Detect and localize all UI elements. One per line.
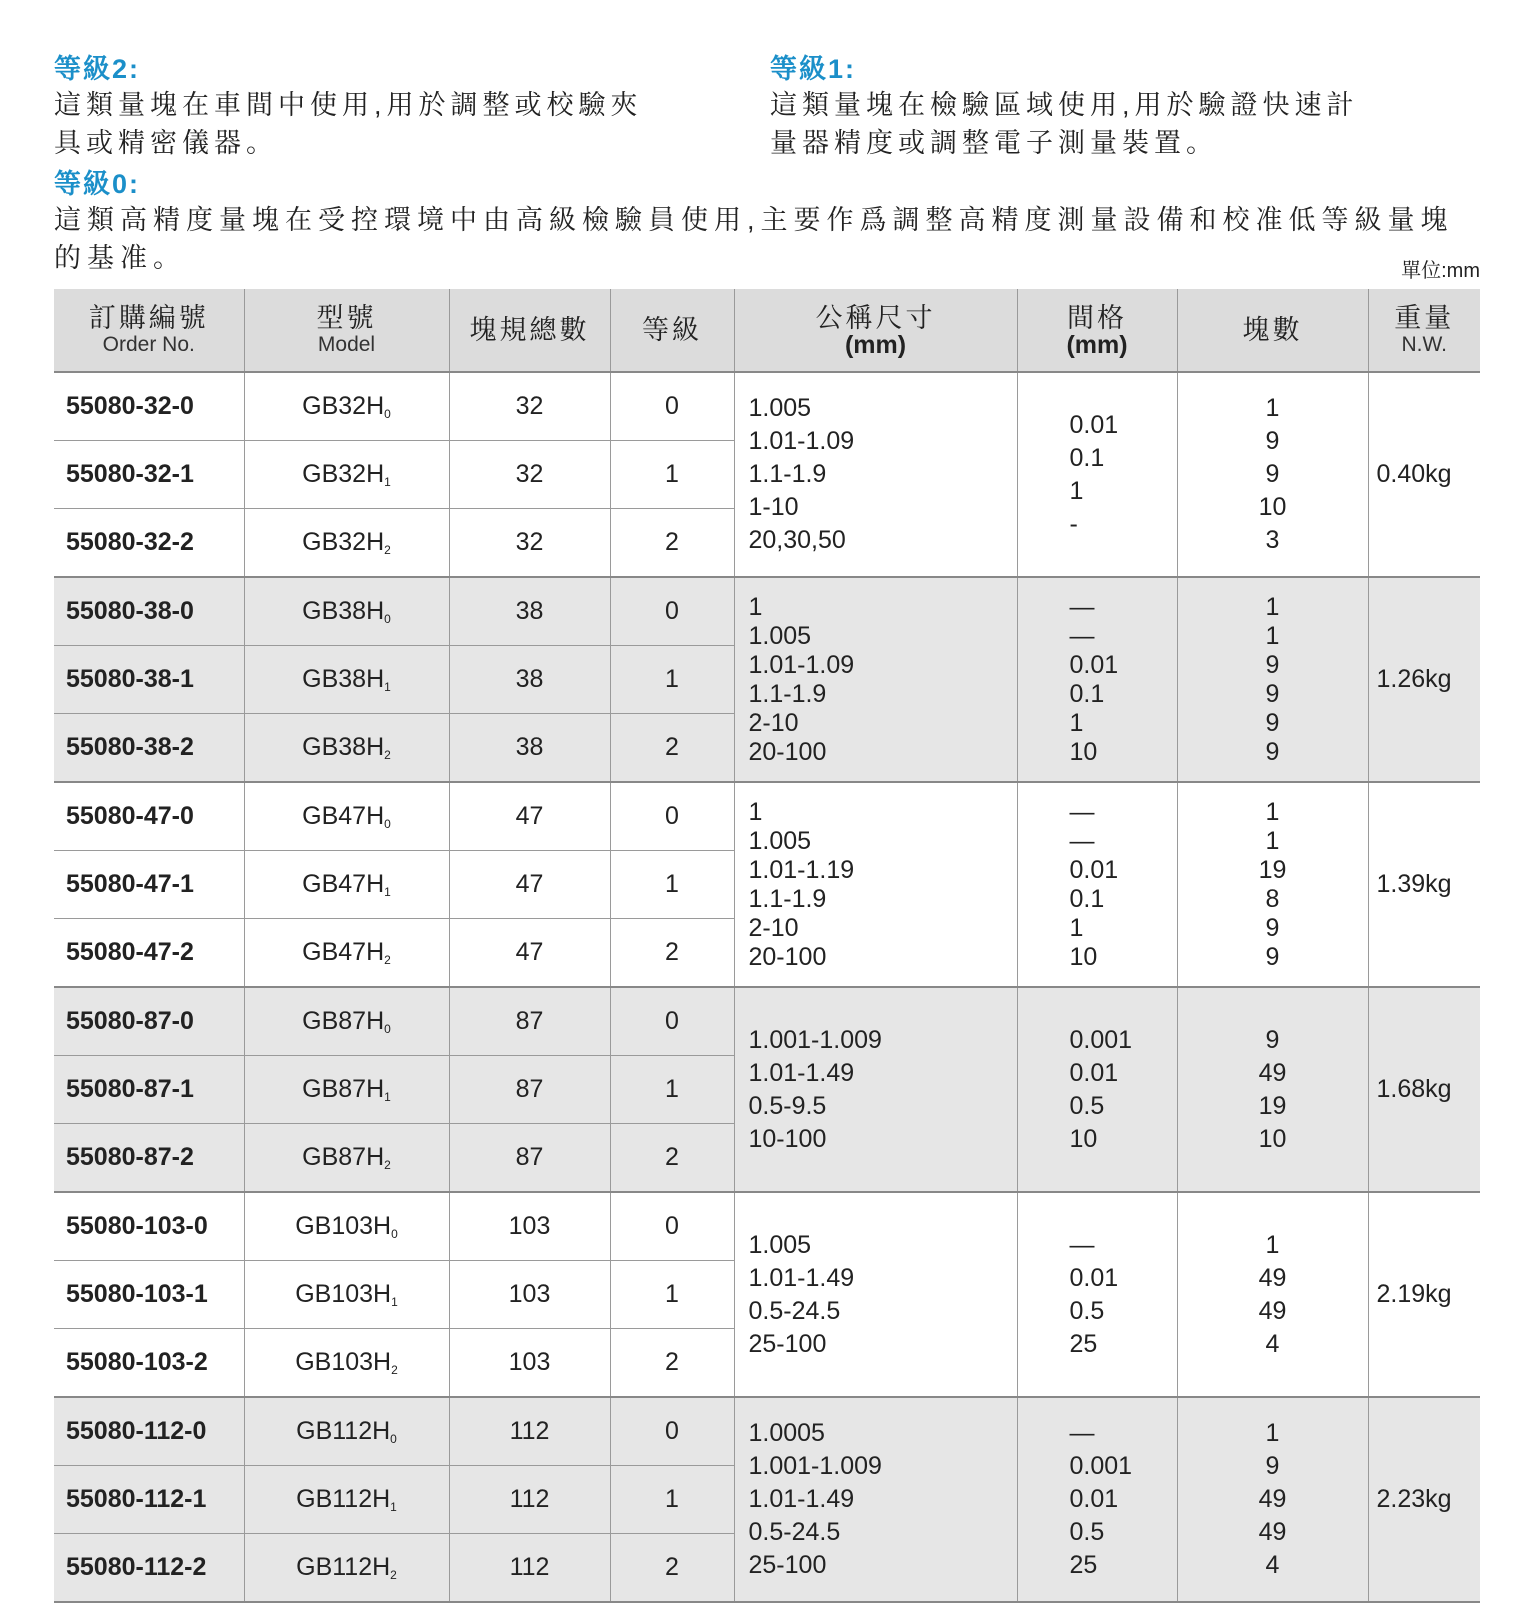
model-grade-subscript: 1 bbox=[384, 680, 391, 694]
model-name: GB112H bbox=[296, 1553, 391, 1581]
block-count-cell-line: 9 bbox=[1265, 427, 1280, 455]
header-row bbox=[54, 289, 1480, 372]
table-group bbox=[54, 987, 1480, 1192]
nominal-size-cell-line: 1.01-1.49 bbox=[748, 1058, 855, 1087]
step-cell-line: 0.1 bbox=[1069, 884, 1105, 913]
model-cell bbox=[244, 1056, 449, 1124]
step-cell-line: 10 bbox=[1069, 737, 1098, 766]
grade-0-line-2: 的基准。 bbox=[54, 243, 186, 273]
model-grade-subscript: 2 bbox=[384, 953, 391, 967]
nominal-size-cell bbox=[734, 577, 1017, 782]
step-cell-line: — bbox=[1069, 621, 1095, 650]
block-count-cell-line: 1 bbox=[1265, 592, 1280, 621]
step-cell bbox=[1017, 782, 1177, 987]
order-number-cell: 55080-32-0 bbox=[54, 372, 244, 441]
total-blocks-cell: 32 bbox=[449, 509, 610, 578]
order-number-cell: 55080-47-1 bbox=[54, 851, 244, 919]
step-cell-line: 0.5 bbox=[1069, 1518, 1105, 1546]
grade-cell: 0 bbox=[610, 987, 734, 1056]
grade-cell: 2 bbox=[610, 1534, 734, 1603]
nominal-size-cell-line: 25-100 bbox=[748, 1329, 827, 1358]
block-count-cell-line: 1 bbox=[1265, 394, 1280, 422]
step-cell-line: 25 bbox=[1069, 1551, 1098, 1579]
order-number-cell: 55080-38-2 bbox=[54, 714, 244, 783]
model-grade-subscript: 2 bbox=[384, 748, 391, 762]
model-grade-subscript: 0 bbox=[384, 407, 391, 421]
header-nominal bbox=[734, 289, 1017, 372]
model-name: GB32H bbox=[302, 392, 385, 420]
block-count-cell-line: 1 bbox=[1265, 826, 1280, 855]
order-number-cell: 55080-112-0 bbox=[54, 1397, 244, 1466]
order-number-cell: 55080-87-1 bbox=[54, 1056, 244, 1124]
grade-cell: 2 bbox=[610, 1329, 734, 1398]
block-count-cell-line: 9 bbox=[1265, 1452, 1280, 1480]
step-cell-line: 0.5 bbox=[1069, 1296, 1105, 1325]
block-count-cell-line: 1 bbox=[1265, 1419, 1280, 1447]
nominal-size-cell bbox=[734, 1192, 1017, 1397]
header-model-en: Model bbox=[317, 333, 376, 356]
table-row bbox=[54, 1397, 1480, 1466]
nominal-size-cell-line: 1 bbox=[748, 797, 763, 826]
total-blocks-cell: 112 bbox=[449, 1534, 610, 1603]
order-number-cell: 55080-103-0 bbox=[54, 1192, 244, 1261]
header-nominal-unit: (mm) bbox=[844, 331, 907, 359]
total-blocks-cell: 32 bbox=[449, 441, 610, 509]
gauge-block-table bbox=[54, 289, 1480, 1603]
order-number-cell: 55080-38-0 bbox=[54, 577, 244, 646]
step-cell-line: 0.01 bbox=[1069, 855, 1119, 884]
block-count-cell-line: 49 bbox=[1258, 1058, 1287, 1087]
grade-2-section bbox=[54, 52, 694, 162]
step-cell-line: 10 bbox=[1069, 1124, 1098, 1153]
nominal-size-cell-line: 20-100 bbox=[748, 737, 827, 766]
block-count-cell-line: 49 bbox=[1258, 1485, 1287, 1513]
step-cell bbox=[1017, 987, 1177, 1192]
header-model bbox=[244, 289, 449, 372]
block-count-cell bbox=[1177, 1192, 1368, 1397]
nominal-size-cell-line: 1.1-1.9 bbox=[748, 884, 827, 913]
model-name: GB32H bbox=[302, 460, 385, 488]
step-cell-line: 0.001 bbox=[1069, 1025, 1133, 1054]
step-cell-line: — bbox=[1069, 826, 1095, 855]
weight-cell: 1.39kg bbox=[1368, 782, 1480, 987]
weight-cell: 1.68kg bbox=[1368, 987, 1480, 1192]
nominal-size-cell-line: 1.01-1.09 bbox=[748, 427, 855, 455]
block-count-cell bbox=[1177, 1397, 1368, 1602]
step-cell-line: 0.01 bbox=[1069, 1485, 1119, 1513]
grade-cell: 0 bbox=[610, 577, 734, 646]
total-blocks-cell: 87 bbox=[449, 1124, 610, 1193]
nominal-size-cell-line: 1.1-1.9 bbox=[748, 679, 827, 708]
grade-cell: 0 bbox=[610, 1397, 734, 1466]
block-count-cell-line: 1 bbox=[1265, 1230, 1280, 1259]
header-step bbox=[1017, 289, 1177, 372]
model-name: GB38H bbox=[302, 597, 385, 625]
header-weight-en: N.W. bbox=[1401, 333, 1447, 356]
model-name: GB87H bbox=[302, 1143, 385, 1171]
step-cell-line: 25 bbox=[1069, 1329, 1098, 1358]
total-blocks-cell: 47 bbox=[449, 919, 610, 988]
header-weight bbox=[1368, 289, 1480, 372]
step-cell-line: 0.01 bbox=[1069, 650, 1119, 679]
block-count-cell-line: 9 bbox=[1265, 1025, 1280, 1054]
model-grade-subscript: 1 bbox=[384, 885, 391, 899]
step-cell-line: 1 bbox=[1069, 476, 1084, 505]
model-cell bbox=[244, 1192, 449, 1261]
model-name: GB47H bbox=[302, 802, 385, 830]
table-row bbox=[54, 1192, 1480, 1261]
header-weight-zh: 重量 bbox=[1394, 303, 1455, 333]
table-group bbox=[54, 782, 1480, 987]
order-number-cell: 55080-47-0 bbox=[54, 782, 244, 851]
order-number-cell: 55080-87-2 bbox=[54, 1124, 244, 1193]
header-order-zh: 訂購編號 bbox=[88, 303, 209, 333]
header-blocks bbox=[1177, 289, 1368, 372]
grade-0-section bbox=[54, 167, 1484, 277]
block-count-cell-line: 9 bbox=[1265, 737, 1280, 766]
model-name: GB103H bbox=[295, 1212, 392, 1240]
model-cell bbox=[244, 987, 449, 1056]
block-count-cell-line: 9 bbox=[1265, 679, 1280, 708]
nominal-size-cell-line: 0.5-24.5 bbox=[748, 1296, 841, 1325]
block-count-cell bbox=[1177, 987, 1368, 1192]
block-count-cell-line: 49 bbox=[1258, 1263, 1287, 1292]
table-row bbox=[54, 987, 1480, 1056]
total-blocks-cell: 103 bbox=[449, 1261, 610, 1329]
order-number-cell: 55080-87-0 bbox=[54, 987, 244, 1056]
weight-cell: 2.23kg bbox=[1368, 1397, 1480, 1602]
header-step-zh: 間格 bbox=[1067, 303, 1127, 333]
header-total bbox=[449, 289, 610, 372]
grade-cell: 0 bbox=[610, 1192, 734, 1261]
block-count-cell-line: 4 bbox=[1265, 1329, 1280, 1358]
nominal-size-cell-line: 20,30,50 bbox=[748, 526, 846, 554]
block-count-cell-line: 3 bbox=[1265, 526, 1280, 554]
header-nominal-zh: 公稱尺寸 bbox=[815, 303, 936, 333]
block-count-cell bbox=[1177, 577, 1368, 782]
total-blocks-cell: 32 bbox=[449, 372, 610, 441]
model-name: GB112H bbox=[296, 1417, 391, 1445]
total-blocks-cell: 103 bbox=[449, 1329, 610, 1398]
model-grade-subscript: 0 bbox=[390, 1432, 397, 1446]
weight-cell: 0.40kg bbox=[1368, 372, 1480, 577]
total-blocks-cell: 47 bbox=[449, 782, 610, 851]
step-cell-line: 0.01 bbox=[1069, 410, 1119, 439]
table-group bbox=[54, 1397, 1480, 1602]
block-count-cell-line: 9 bbox=[1265, 650, 1280, 679]
grade-0-description bbox=[54, 201, 1484, 277]
header-grade bbox=[610, 289, 734, 372]
block-count-cell-line: 49 bbox=[1258, 1296, 1287, 1325]
model-cell bbox=[244, 646, 449, 714]
grade-2-line-2: 具或精密儀器。 bbox=[54, 128, 278, 158]
step-cell-line: 0.5 bbox=[1069, 1091, 1105, 1120]
model-cell bbox=[244, 714, 449, 783]
step-cell-line: 1 bbox=[1069, 913, 1084, 942]
grade-cell: 1 bbox=[610, 441, 734, 509]
grade-2-description bbox=[54, 86, 694, 162]
grade-cell: 1 bbox=[610, 851, 734, 919]
block-count-cell-line: 49 bbox=[1258, 1518, 1287, 1546]
total-blocks-cell: 38 bbox=[449, 646, 610, 714]
model-cell bbox=[244, 1397, 449, 1466]
model-grade-subscript: 1 bbox=[390, 1500, 397, 1514]
grade-1-line-1: 這類量塊在檢驗區域使用,用於驗證快速計 bbox=[770, 90, 1359, 120]
total-blocks-cell: 112 bbox=[449, 1466, 610, 1534]
model-grade-subscript: 0 bbox=[384, 817, 391, 831]
nominal-size-cell-line: 2-10 bbox=[748, 708, 799, 737]
grade-2-title: 等級2: bbox=[54, 54, 141, 84]
nominal-size-cell bbox=[734, 987, 1017, 1192]
model-cell bbox=[244, 1261, 449, 1329]
step-cell bbox=[1017, 577, 1177, 782]
step-cell-line: 0.001 bbox=[1069, 1452, 1133, 1480]
model-name: GB87H bbox=[302, 1007, 385, 1035]
step-cell-line: 0.01 bbox=[1069, 1058, 1119, 1087]
model-cell bbox=[244, 782, 449, 851]
header-model-zh: 型號 bbox=[316, 303, 377, 333]
total-blocks-cell: 112 bbox=[449, 1397, 610, 1466]
order-number-cell: 55080-32-2 bbox=[54, 509, 244, 578]
nominal-size-cell-line: 1.1-1.9 bbox=[748, 460, 827, 488]
grade-0-title: 等級0: bbox=[54, 169, 141, 199]
block-count-cell bbox=[1177, 782, 1368, 987]
header-blocks-zh: 塊數 bbox=[1242, 315, 1303, 345]
step-cell bbox=[1017, 372, 1177, 577]
header-grade-zh: 等級 bbox=[642, 315, 702, 345]
nominal-size-cell-line: 20-100 bbox=[748, 942, 827, 971]
model-name: GB47H bbox=[302, 938, 385, 966]
total-blocks-cell: 38 bbox=[449, 577, 610, 646]
nominal-size-cell-line: 25-100 bbox=[748, 1551, 827, 1579]
model-name: GB32H bbox=[302, 528, 385, 556]
model-grade-subscript: 2 bbox=[391, 1363, 398, 1377]
grade-cell: 2 bbox=[610, 919, 734, 988]
grade-1-section bbox=[770, 52, 1430, 162]
model-cell bbox=[244, 577, 449, 646]
nominal-size-cell-line: 1.005 bbox=[748, 1230, 812, 1259]
grade-cell: 0 bbox=[610, 372, 734, 441]
step-cell-line: — bbox=[1069, 1419, 1095, 1447]
block-count-cell-line: 10 bbox=[1258, 1124, 1287, 1153]
model-cell bbox=[244, 509, 449, 578]
nominal-size-cell bbox=[734, 782, 1017, 987]
step-cell-line: 0.01 bbox=[1069, 1263, 1119, 1292]
order-number-cell: 55080-103-1 bbox=[54, 1261, 244, 1329]
step-cell-line: 10 bbox=[1069, 942, 1098, 971]
model-cell bbox=[244, 372, 449, 441]
model-name: GB38H bbox=[302, 733, 385, 761]
model-name: GB47H bbox=[302, 870, 385, 898]
block-count-cell-line: 9 bbox=[1265, 942, 1280, 971]
step-cell-line: — bbox=[1069, 797, 1095, 826]
nominal-size-cell-line: 1.005 bbox=[748, 394, 812, 422]
grade-cell: 1 bbox=[610, 646, 734, 714]
grade-cell: 1 bbox=[610, 1056, 734, 1124]
model-cell bbox=[244, 1124, 449, 1193]
total-blocks-cell: 47 bbox=[449, 851, 610, 919]
block-count-cell-line: 9 bbox=[1265, 708, 1280, 737]
nominal-size-cell-line: 1 bbox=[748, 592, 763, 621]
order-number-cell: 55080-38-1 bbox=[54, 646, 244, 714]
model-grade-subscript: 1 bbox=[384, 1090, 391, 1104]
weight-cell: 1.26kg bbox=[1368, 577, 1480, 782]
model-grade-subscript: 2 bbox=[384, 1158, 391, 1172]
model-name: GB87H bbox=[302, 1075, 385, 1103]
nominal-size-cell-line: 1.01-1.49 bbox=[748, 1485, 855, 1513]
grade-cell: 2 bbox=[610, 509, 734, 578]
step-cell bbox=[1017, 1192, 1177, 1397]
model-cell bbox=[244, 1466, 449, 1534]
table-row bbox=[54, 372, 1480, 441]
step-cell-line: 0.1 bbox=[1069, 679, 1105, 708]
block-count-cell-line: 9 bbox=[1265, 460, 1280, 488]
model-grade-subscript: 2 bbox=[384, 543, 391, 557]
grade-0-line-1: 這類高精度量塊在受控環境中由高級檢驗員使用,主要作爲調整高精度測量設備和校准低等級量塊 bbox=[54, 205, 1454, 235]
total-blocks-cell: 87 bbox=[449, 1056, 610, 1124]
nominal-size-cell-line: 1.0005 bbox=[748, 1419, 825, 1447]
nominal-size-cell-line: 0.5-9.5 bbox=[748, 1091, 827, 1120]
nominal-size-cell-line: 1.005 bbox=[748, 621, 812, 650]
grade-cell: 2 bbox=[610, 714, 734, 783]
order-number-cell: 55080-112-2 bbox=[54, 1534, 244, 1603]
block-count-cell bbox=[1177, 372, 1368, 577]
nominal-size-cell-line: 1.01-1.09 bbox=[748, 650, 855, 679]
model-name: GB38H bbox=[302, 665, 385, 693]
model-cell bbox=[244, 1329, 449, 1398]
step-cell-line: 1 bbox=[1069, 708, 1084, 737]
nominal-size-cell-line: 2-10 bbox=[748, 913, 799, 942]
grade-1-title: 等級1: bbox=[770, 54, 857, 84]
order-number-cell: 55080-103-2 bbox=[54, 1329, 244, 1398]
header-order bbox=[54, 289, 244, 372]
nominal-size-cell-line: 1.001-1.009 bbox=[748, 1025, 882, 1054]
model-grade-subscript: 0 bbox=[391, 1227, 398, 1241]
block-count-cell-line: 4 bbox=[1265, 1551, 1280, 1579]
nominal-size-cell-line: 1.001-1.009 bbox=[748, 1452, 882, 1480]
total-blocks-cell: 38 bbox=[449, 714, 610, 783]
model-cell bbox=[244, 1534, 449, 1603]
nominal-size-cell-line: 1.01-1.49 bbox=[748, 1263, 855, 1292]
total-blocks-cell: 87 bbox=[449, 987, 610, 1056]
table-group bbox=[54, 372, 1480, 577]
model-name: GB112H bbox=[296, 1485, 391, 1513]
nominal-size-cell-line: 1.01-1.19 bbox=[748, 855, 855, 884]
table-row bbox=[54, 782, 1480, 851]
grade-cell: 0 bbox=[610, 782, 734, 851]
block-count-cell-line: 1 bbox=[1265, 621, 1280, 650]
table-row bbox=[54, 577, 1480, 646]
model-grade-subscript: 2 bbox=[390, 1568, 397, 1582]
block-count-cell-line: 19 bbox=[1258, 855, 1287, 884]
order-number-cell: 55080-32-1 bbox=[54, 441, 244, 509]
grade-1-description bbox=[770, 86, 1430, 162]
header-step-unit: (mm) bbox=[1066, 331, 1128, 359]
nominal-size-cell-line: 1-10 bbox=[748, 493, 799, 521]
block-count-cell-line: 9 bbox=[1265, 913, 1280, 942]
grade-1-line-2: 量器精度或調整電子測量裝置。 bbox=[770, 128, 1218, 158]
table-group bbox=[54, 577, 1480, 782]
total-blocks-cell: 103 bbox=[449, 1192, 610, 1261]
nominal-size-cell-line: 0.5-24.5 bbox=[748, 1518, 841, 1546]
header-order-en: Order No. bbox=[102, 333, 195, 356]
model-name: GB103H bbox=[295, 1280, 392, 1308]
nominal-size-cell bbox=[734, 372, 1017, 577]
header-total-zh: 塊規總數 bbox=[469, 315, 590, 345]
grade-cell: 2 bbox=[610, 1124, 734, 1193]
grade-2-line-1: 這類量塊在車間中使用,用於調整或校驗夾 bbox=[54, 90, 643, 120]
model-cell bbox=[244, 919, 449, 988]
model-cell bbox=[244, 851, 449, 919]
model-cell bbox=[244, 441, 449, 509]
grade-cell: 1 bbox=[610, 1261, 734, 1329]
grade-cell: 1 bbox=[610, 1466, 734, 1534]
nominal-size-cell-line: 1.005 bbox=[748, 826, 812, 855]
nominal-size-cell-line: 10-100 bbox=[748, 1124, 827, 1153]
table-group bbox=[54, 1192, 1480, 1397]
order-number-cell: 55080-112-1 bbox=[54, 1466, 244, 1534]
block-count-cell-line: 8 bbox=[1265, 884, 1280, 913]
model-grade-subscript: 1 bbox=[384, 475, 391, 489]
step-cell-line: 0.1 bbox=[1069, 443, 1105, 472]
order-number-cell: 55080-47-2 bbox=[54, 919, 244, 988]
block-count-cell-line: 10 bbox=[1258, 493, 1287, 521]
step-cell bbox=[1017, 1397, 1177, 1602]
model-grade-subscript: 0 bbox=[384, 612, 391, 626]
step-cell-line: — bbox=[1069, 1230, 1095, 1259]
model-grade-subscript: 0 bbox=[384, 1022, 391, 1036]
model-name: GB103H bbox=[295, 1348, 392, 1376]
unit-label: 單位:mm bbox=[1401, 260, 1480, 282]
model-grade-subscript: 1 bbox=[391, 1295, 398, 1309]
step-cell-line: — bbox=[1069, 592, 1095, 621]
nominal-size-cell bbox=[734, 1397, 1017, 1602]
block-count-cell-line: 19 bbox=[1258, 1091, 1287, 1120]
block-count-cell-line: 1 bbox=[1265, 797, 1280, 826]
weight-cell: 2.19kg bbox=[1368, 1192, 1480, 1397]
step-cell-line: - bbox=[1069, 509, 1078, 538]
